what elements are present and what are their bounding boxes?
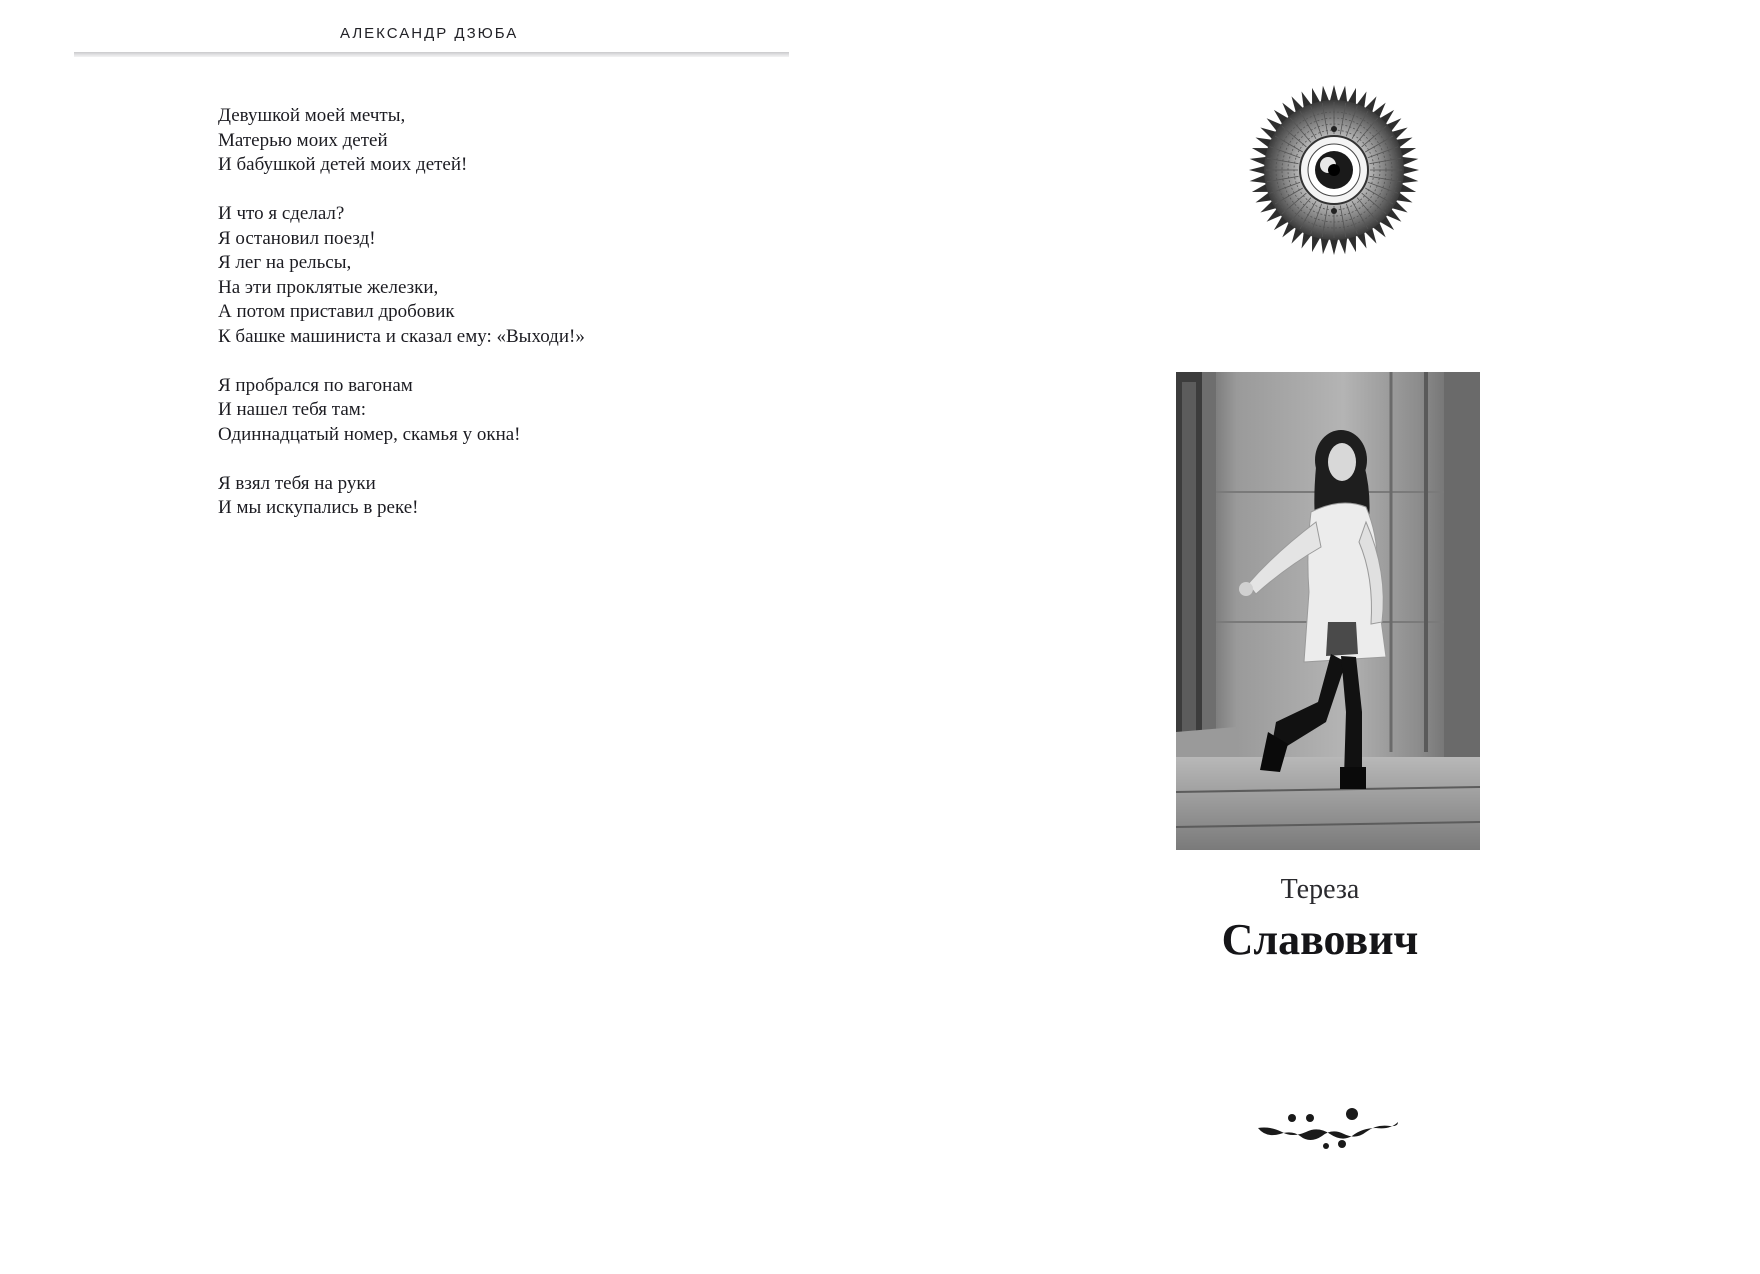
verse-line: И что я сделал? bbox=[218, 203, 345, 224]
header-rule bbox=[74, 52, 789, 57]
verse-line: И бабушкой детей моих детей! bbox=[218, 154, 468, 175]
verse-line: Я лег на рельсы, bbox=[218, 252, 352, 273]
verse-line: И нашел тебя там: bbox=[218, 399, 367, 420]
mandala-ornament-icon bbox=[1248, 84, 1420, 256]
verse-line: Матерью моих детей bbox=[218, 129, 388, 151]
stanza bbox=[218, 104, 585, 178]
verse-line: А потом приставил дробовик bbox=[218, 301, 455, 322]
verse-line: Я пробрался по вагонам bbox=[218, 374, 413, 396]
verse-line: К башке машиниста и сказал ему: «Выходи!» bbox=[218, 325, 585, 347]
verse-line: И мы искупались в реке! bbox=[218, 497, 419, 518]
flourish-ornament-icon bbox=[1252, 1102, 1402, 1150]
stanza bbox=[218, 202, 585, 349]
verse-line: Я взял тебя на руки bbox=[218, 472, 376, 494]
verse-line: Девушкой моей мечты, bbox=[218, 105, 406, 126]
verse-line: На эти проклятые железки, bbox=[218, 276, 439, 298]
author-portrait-photo bbox=[1176, 372, 1480, 850]
stanza bbox=[218, 472, 585, 521]
stanza bbox=[218, 374, 585, 448]
running-header: АЛЕКСАНДР ДЗЮБА bbox=[340, 25, 519, 42]
poem-text bbox=[218, 104, 585, 521]
verse-line: Одиннадцатый номер, скамья у окна! bbox=[218, 423, 521, 445]
verse-line: Я остановил поезд! bbox=[218, 227, 376, 249]
right-page bbox=[880, 0, 1760, 1274]
author-last-name: Славович bbox=[1221, 915, 1419, 964]
author-first-name: Тереза bbox=[1280, 874, 1360, 905]
